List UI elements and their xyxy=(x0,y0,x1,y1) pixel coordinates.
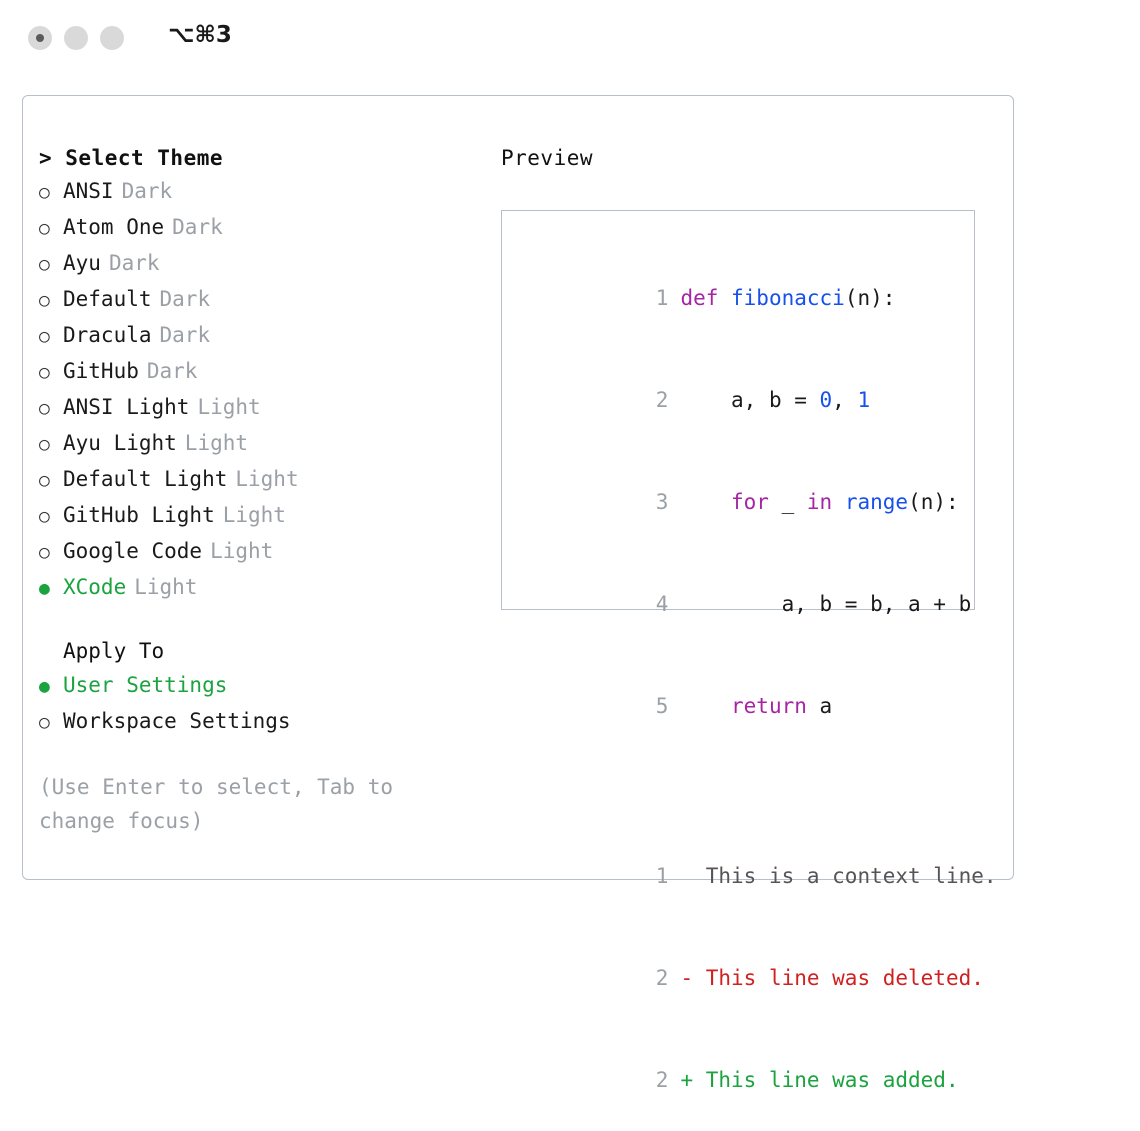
apply-to-group xyxy=(39,634,469,740)
keyboard-shortcut-label: ⌥⌘3 xyxy=(168,22,232,48)
diff-sign xyxy=(680,864,693,888)
radio-icon[interactable]: ○ xyxy=(39,506,50,527)
theme-kind: Light xyxy=(222,503,286,527)
title-bar xyxy=(0,0,1140,78)
code-token: range xyxy=(844,490,909,514)
theme-list[interactable] xyxy=(39,174,469,606)
diff-text: This line was added. xyxy=(693,1068,959,1092)
window-controls xyxy=(28,26,124,50)
code-spacer xyxy=(520,791,974,825)
radio-icon[interactable]: ○ xyxy=(39,712,50,733)
code-token xyxy=(680,490,731,514)
theme-list-item-atom-one[interactable] xyxy=(39,210,469,246)
line-number: 2 xyxy=(655,1068,669,1092)
theme-name: ANSI Light xyxy=(63,395,190,419)
radio-icon[interactable]: ○ xyxy=(39,290,50,311)
theme-list-item-github[interactable] xyxy=(39,354,469,390)
radio-icon[interactable]: ○ xyxy=(39,434,50,455)
code-token: , xyxy=(832,388,858,412)
code-token: 0 xyxy=(819,388,833,412)
code-line xyxy=(520,247,974,349)
theme-name: Default Light xyxy=(63,467,228,491)
code-line xyxy=(520,451,974,553)
preview-box xyxy=(501,210,997,1092)
apply-to-label: Workspace Settings xyxy=(63,709,291,733)
diff-text: This line was deleted. xyxy=(693,966,984,990)
theme-kind: Light xyxy=(235,467,299,491)
code-token: 1 xyxy=(857,388,871,412)
theme-name: Google Code xyxy=(63,539,203,563)
radio-icon[interactable]: ○ xyxy=(39,362,50,383)
apply-to-option-user-settings[interactable] xyxy=(39,668,469,704)
apply-to-label: User Settings xyxy=(63,673,228,697)
code-token: a, b = xyxy=(680,388,820,412)
diff-line-deleted xyxy=(520,927,984,1029)
theme-list-item-default[interactable] xyxy=(39,282,469,318)
theme-name: Default xyxy=(63,287,152,311)
theme-list-item-google-code[interactable] xyxy=(39,534,469,570)
radio-icon[interactable]: ○ xyxy=(39,326,50,347)
theme-name: XCode xyxy=(63,575,127,599)
theme-name: Atom One xyxy=(63,215,165,239)
close-button-icon[interactable] xyxy=(28,26,52,50)
radio-selected-icon[interactable]: ● xyxy=(39,676,50,697)
theme-name: GitHub xyxy=(63,359,139,383)
radio-icon[interactable]: ○ xyxy=(39,398,50,419)
code-token: a, b = b, a + b xyxy=(680,592,972,616)
code-token: a xyxy=(806,694,833,718)
theme-kind: Dark xyxy=(172,215,223,239)
line-number: 1 xyxy=(655,864,669,888)
theme-list-item-ayu-light[interactable] xyxy=(39,426,469,462)
code-spacer xyxy=(520,757,974,791)
code-token xyxy=(832,490,845,514)
theme-list-item-ansi-light[interactable] xyxy=(39,390,469,426)
theme-kind: Dark xyxy=(159,287,211,311)
diff-line-context xyxy=(520,825,997,927)
theme-kind: Dark xyxy=(121,179,173,203)
diff-line-added xyxy=(520,1029,974,1131)
code-token: fibonacci xyxy=(731,286,845,310)
theme-name: GitHub Light xyxy=(63,503,215,527)
line-number: 2 xyxy=(655,966,669,990)
code-line xyxy=(520,655,974,757)
diff-sign: + xyxy=(680,1068,694,1092)
theme-selection-column xyxy=(39,146,469,838)
theme-name: Dracula xyxy=(63,323,152,347)
radio-icon[interactable]: ○ xyxy=(39,218,50,239)
theme-list-item-xcode[interactable] xyxy=(39,570,469,606)
theme-kind: Light xyxy=(134,575,198,599)
apply-to-option-workspace-settings[interactable] xyxy=(39,704,469,740)
code-token: _ xyxy=(768,490,807,514)
diff-sign: - xyxy=(680,966,694,990)
radio-icon[interactable]: ○ xyxy=(39,254,50,275)
line-number: 2 xyxy=(655,388,669,412)
code-token: (n): xyxy=(844,286,896,310)
theme-kind: Light xyxy=(197,395,261,419)
line-number: 3 xyxy=(655,490,669,514)
theme-name: ANSI xyxy=(63,179,114,203)
preview-header: Preview xyxy=(501,146,594,170)
theme-list-item-ayu[interactable] xyxy=(39,246,469,282)
theme-list-item-github-light[interactable] xyxy=(39,498,469,534)
radio-icon[interactable]: ○ xyxy=(39,470,50,491)
theme-name: Ayu Light xyxy=(63,431,177,455)
radio-icon[interactable]: ○ xyxy=(39,182,50,203)
theme-kind: Dark xyxy=(159,323,211,347)
theme-kind: Dark xyxy=(108,251,160,275)
code-token: for xyxy=(731,490,769,514)
apply-to-header: Apply To xyxy=(63,639,165,663)
theme-list-item-dracula[interactable] xyxy=(39,318,469,354)
theme-list-item-ansi[interactable] xyxy=(39,174,469,210)
theme-list-item-default-light[interactable] xyxy=(39,462,469,498)
theme-picker-panel xyxy=(22,95,1014,1092)
minimize-button-icon[interactable] xyxy=(64,26,88,50)
radio-icon[interactable]: ○ xyxy=(39,542,50,563)
code-token xyxy=(680,694,731,718)
radio-selected-icon[interactable]: ● xyxy=(39,578,50,599)
code-token: return xyxy=(731,694,807,718)
code-line xyxy=(520,349,974,451)
code-token: def xyxy=(680,286,732,310)
select-theme-header: > Select Theme xyxy=(39,146,224,170)
keyboard-hint-text: (Use Enter to select, Tab to change focus) xyxy=(39,775,394,833)
theme-kind: Dark xyxy=(146,359,198,383)
code-token: in xyxy=(806,490,833,514)
preview-column xyxy=(501,146,1001,1092)
diff-text: This is a context line. xyxy=(693,864,997,888)
maximize-button-icon[interactable] xyxy=(100,26,124,50)
line-number: 1 xyxy=(655,286,669,310)
line-number: 5 xyxy=(655,694,669,718)
theme-kind: Light xyxy=(184,431,249,455)
theme-kind: Light xyxy=(210,539,274,563)
theme-name: Ayu xyxy=(63,251,101,275)
code-token: (n): xyxy=(908,490,959,514)
code-line xyxy=(520,553,974,655)
line-number: 4 xyxy=(655,592,669,616)
